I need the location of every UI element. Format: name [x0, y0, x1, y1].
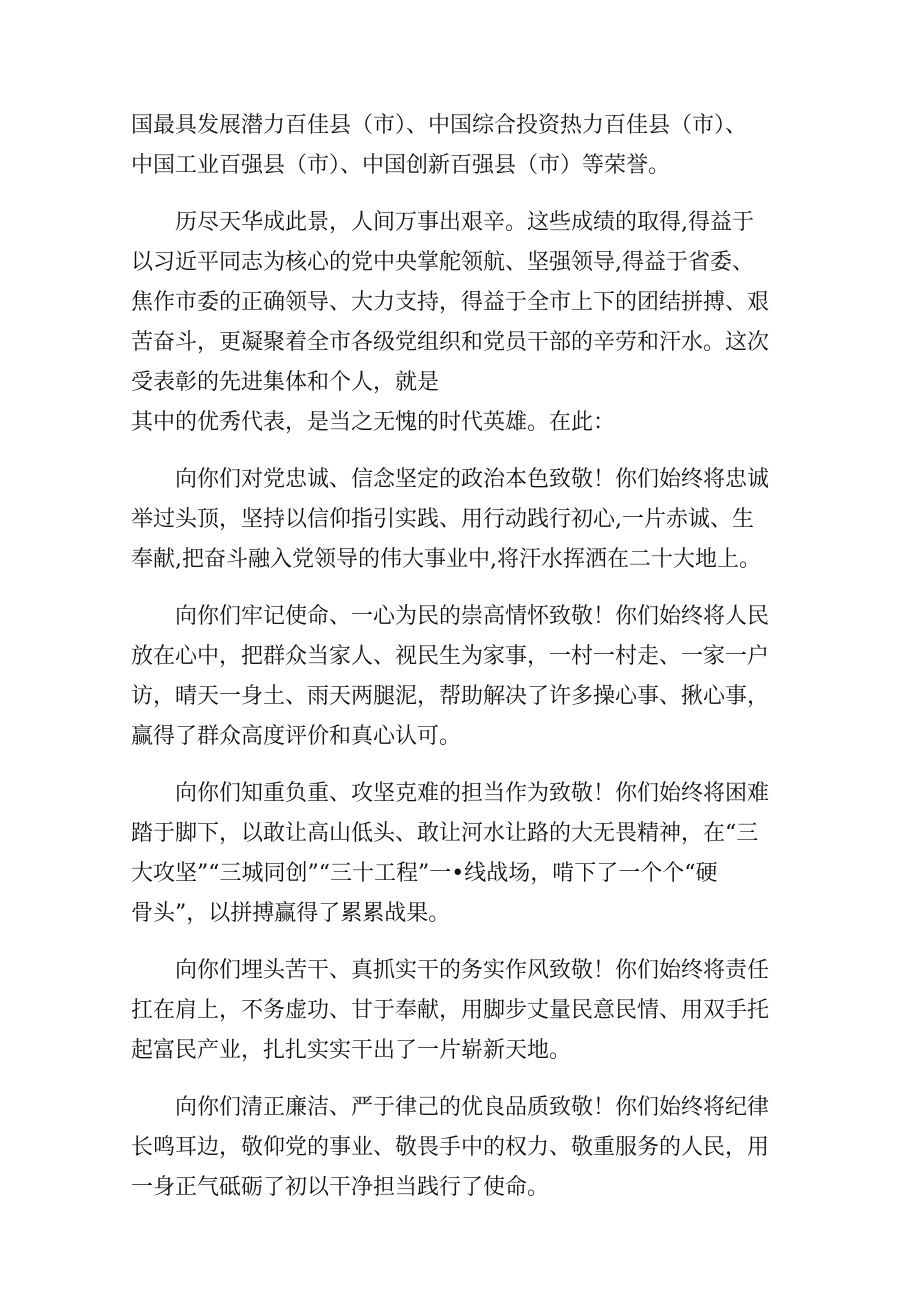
text-line: 大攻坚”“三城同创”“三十工程”一•线战场，啃下了一个个“硬 — [131, 861, 718, 886]
paragraph-honors — [131, 106, 791, 186]
text-line: 放在心中，把群众当家人、视民生为家事，一村一村走、一家一户 — [131, 644, 770, 669]
text-line: 踏于脚下，以敢让高山低头、敢让河水让路的大无畏精神，在“三 — [131, 821, 759, 846]
text-line: 其中的优秀代表，是当之无愧的时代英雄。在此： — [131, 410, 616, 435]
paragraph-achievements — [131, 203, 791, 403]
text-line: 扛在肩上，不务虚功、甘于奉献，用脚步丈量民意民情、用双手托 — [131, 998, 770, 1023]
paragraph-tribute-people — [131, 597, 791, 757]
text-line: 起富民产业，扎扎实实干出了一片崭新天地。 — [131, 1038, 572, 1063]
text-line: 以习近平同志为核心的党中央掌舵领航、坚强领导,得益于省委、 — [131, 250, 754, 275]
text-line: 访，晴天一身土、雨天两腿泥，帮助解决了许多操心事、揪心事， — [131, 684, 770, 709]
text-line: 骨头”，以拼搏赢得了累累战果。 — [131, 901, 451, 926]
text-line: 受表彰的先进集体和个人，就是 — [131, 370, 440, 395]
text-line: 历尽天华成此景，人间万事出艰辛。这些成绩的取得,得益于 — [175, 210, 754, 235]
text-line: 长鸣耳边，敬仰党的事业、敬畏手中的权力、敬重服务的人民，用 — [131, 1135, 770, 1160]
text-line: 向你们牢记使命、一心为民的崇高情怀致敬！你们始终将人民 — [175, 604, 770, 629]
paragraph-tribute-loyalty — [131, 460, 791, 580]
text-line: 向你们埋头苦干、真抓实干的务实作风致敬！你们始终将责任 — [175, 958, 770, 983]
text-line: 向你们知重负重、攻坚克难的担当作为致敬！你们始终将困难 — [175, 781, 770, 806]
text-line: 国最具发展潜力百佳县（市）、中国综合投资热力百佳县（市）、 — [131, 113, 748, 138]
text-line: 向你们清正廉洁、严于律己的优良品质致敬！你们始终将纪律 — [175, 1095, 770, 1120]
paragraph-tribute-pragmatic — [131, 951, 791, 1071]
text-line: 焦作市委的正确领导、大力支持，得益于全市上下的团结拼搏、艰 — [131, 290, 770, 315]
text-line: 苦奋斗，更凝聚着全市各级党组织和党员干部的辛劳和汗水。这次 — [131, 330, 770, 355]
text-line: 奉献,把奋斗融入党领导的伟大事业中,将汗水挥洒在二十大地上。 — [131, 547, 761, 572]
paragraph-tribute-integrity — [131, 1088, 791, 1208]
document-body — [131, 106, 791, 1208]
text-line: 赢得了群众高度评价和真心认可。 — [131, 724, 462, 749]
paragraph-tribute-responsibility — [131, 774, 791, 934]
text-line: 举过头顶，坚持以信仰指引实践、用行动践行初心,一片赤诚、生 — [131, 507, 754, 532]
text-line: 中国工业百强县（市）、中国创新百强县（市）等荣誉。 — [131, 153, 671, 178]
text-line: 向你们对党忠诚、信念坚定的政治本色致敬！你们始终将忠诚 — [175, 467, 770, 492]
paragraph-representatives — [131, 403, 791, 443]
text-line: 一身正气砥砺了初以干净担当践行了使命。 — [131, 1175, 550, 1200]
